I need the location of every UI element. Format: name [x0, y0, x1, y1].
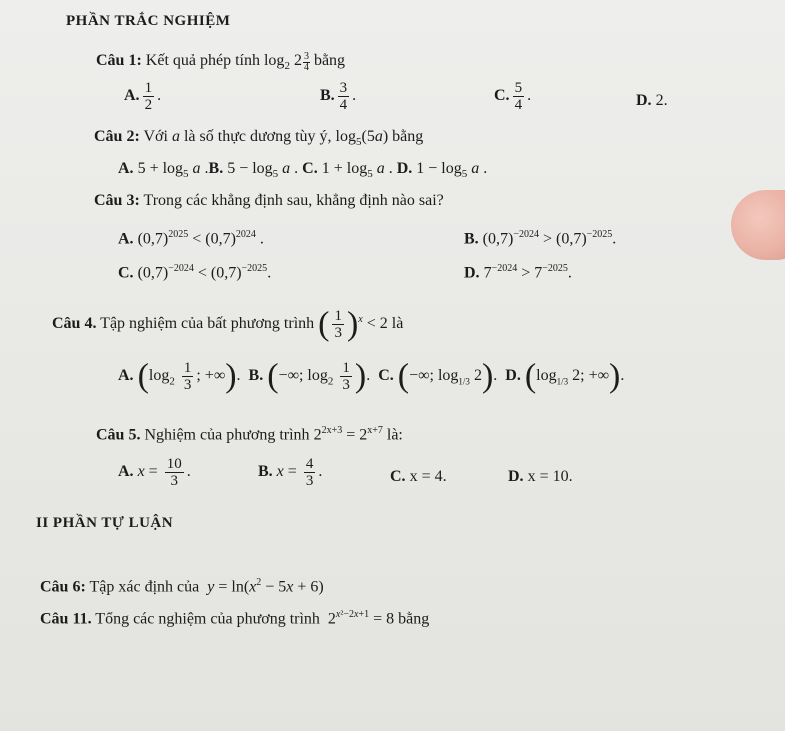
q3-option-c[interactable]: C. $(0,7)^{-2024} < (0,7)^{-2025}$.: [118, 263, 272, 282]
q3-option-b[interactable]: B. $(0,7)^{-2024} > (0,7)^{-2025}$.: [464, 229, 617, 248]
q1-option-a[interactable]: A. $\frac{1}{2}$ .: [124, 80, 162, 113]
q5-option-b[interactable]: B. x = $\frac{4}{3}$ .: [258, 456, 323, 489]
q1-option-d[interactable]: D. 2.: [636, 92, 668, 109]
q1-text: Kết quả phép tính: [145, 52, 260, 69]
question-3: Câu 3: Trong các khẳng định sau, khẳng định nào sai?: [94, 192, 444, 209]
question-6: Câu 6: Tập xác định của $y = \ln(x^2 - 5x + 6)$: [40, 577, 324, 596]
q4-options[interactable]: A. ($\log_2$ $\frac{1}{3}$ ; +∞). B. (−∞; $\log_2$ $\frac{1}{3}$ ). C. (−∞; $\log_{1/3} 2$). D. ($\log_{1/3}$ 2; +∞).: [118, 357, 625, 395]
q2-options[interactable]: A. $5 + \log_5 a$ .B. $5 - \log_5 a$ . C. $1 + \log_5 a$ . D. $1 - \log_5 a$ .: [118, 160, 488, 181]
q3-option-a[interactable]: A. $(0,7)^{2025} < (0,7)^{2024}$ .: [118, 229, 264, 248]
q1-end: bằng: [313, 52, 346, 69]
q1-option-c[interactable]: C. $\frac{5}{4}$ .: [494, 80, 532, 113]
section-title-essay: II PHẦN TỰ LUẬN: [36, 515, 174, 531]
section-title-multiple-choice: PHẦN TRẮC NGHIỆM: [66, 13, 231, 29]
q5-option-c[interactable]: C. x = 4.: [390, 468, 447, 485]
q1-expression: $\log_2 2$ $\frac{3}{4}$: [263, 50, 309, 73]
question-1: [96, 50, 345, 77]
finger-photo-artifact: [731, 190, 785, 260]
q5-option-d[interactable]: D. x = 10.: [508, 468, 573, 485]
question-4: Câu 4. Tập nghiệm của bất phương trình ( $\frac{1}{3}$ )$^x$ < 2 là: [52, 305, 404, 343]
q1-label: Câu 1:: [96, 52, 142, 69]
q3-option-d[interactable]: D. $7^{-2024} > 7^{-2025}$.: [464, 263, 572, 282]
q5-option-a[interactable]: A. x = $\frac{10}{3}$ .: [118, 456, 191, 489]
question-11: Câu 11. Tổng các nghiệm của phương trình $2^{x^2-2x+1} = 8$ bằng: [40, 609, 430, 628]
question-2: Câu 2: Với a là số thực dương tùy ý, $\log_5(5a)$ bằng: [94, 128, 424, 149]
q1-option-b[interactable]: B. $\frac{3}{4}$ .: [320, 80, 357, 113]
question-5: Câu 5. Nghiệm của phương trình $2^{2x+3} = 2^{x+7}$ là:: [96, 425, 403, 444]
